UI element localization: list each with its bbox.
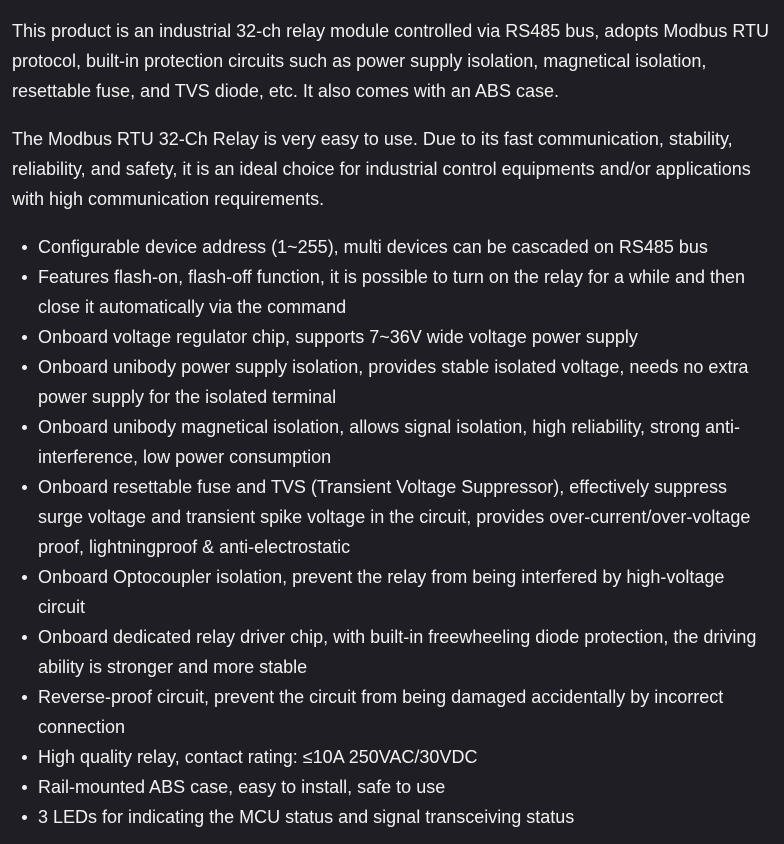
intro-paragraph: This product is an industrial 32-ch relay module controlled via RS485 bus, adopts Modbus RTU protocol, built-in protection circuits such as power supply isolation, magnetical isolation, resettable fuse, and TVS diode, etc. It also comes with an ABS case. bbox=[12, 21, 770, 101]
list-item: Onboard dedicated relay driver chip, with built-in freewheeling diode protection, the driving ability is stronger and more stable bbox=[38, 622, 772, 682]
list-item: Features flash-on, flash-off function, it is possible to turn on the relay for a while and then close it automatically via the command bbox=[38, 262, 772, 322]
list-item: Onboard Optocoupler isolation, prevent the relay from being interfered by high-voltage circuit bbox=[38, 562, 772, 622]
list-item: 3 LEDs for indicating the MCU status and signal transceiving status bbox=[38, 802, 772, 832]
list-item: Rail-mounted ABS case, easy to install, safe to use bbox=[38, 772, 772, 802]
feature-list bbox=[12, 232, 772, 832]
list-item: High quality relay, contact rating: ≤10A 250VAC/30VDC bbox=[38, 742, 772, 772]
list-item: Onboard unibody magnetical isolation, allows signal isolation, high reliability, strong anti-interference, low power consumption bbox=[38, 412, 772, 472]
list-item: Onboard voltage regulator chip, supports 7~36V wide voltage power supply bbox=[38, 322, 772, 352]
list-item: Configurable device address (1~255), multi devices can be cascaded on RS485 bus bbox=[38, 232, 772, 262]
list-item: Reverse-proof circuit, prevent the circuit from being damaged accidentally by incorrect connection bbox=[38, 682, 772, 742]
list-item: Onboard unibody power supply isolation, provides stable isolated voltage, needs no extra power supply for the isolated terminal bbox=[38, 352, 772, 412]
usage-paragraph: The Modbus RTU 32-Ch Relay is very easy to use. Due to its fast communication, stability, reliability, and safety, it is an ideal choice for industrial control equipments and/or applications with high communication requirements. bbox=[12, 129, 751, 209]
list-item: Onboard resettable fuse and TVS (Transient Voltage Suppressor), effectively suppress surge voltage and transient spike voltage in the circuit, provides over-current/over-voltage proof, lightningproof & anti-electrostatic bbox=[38, 472, 772, 562]
